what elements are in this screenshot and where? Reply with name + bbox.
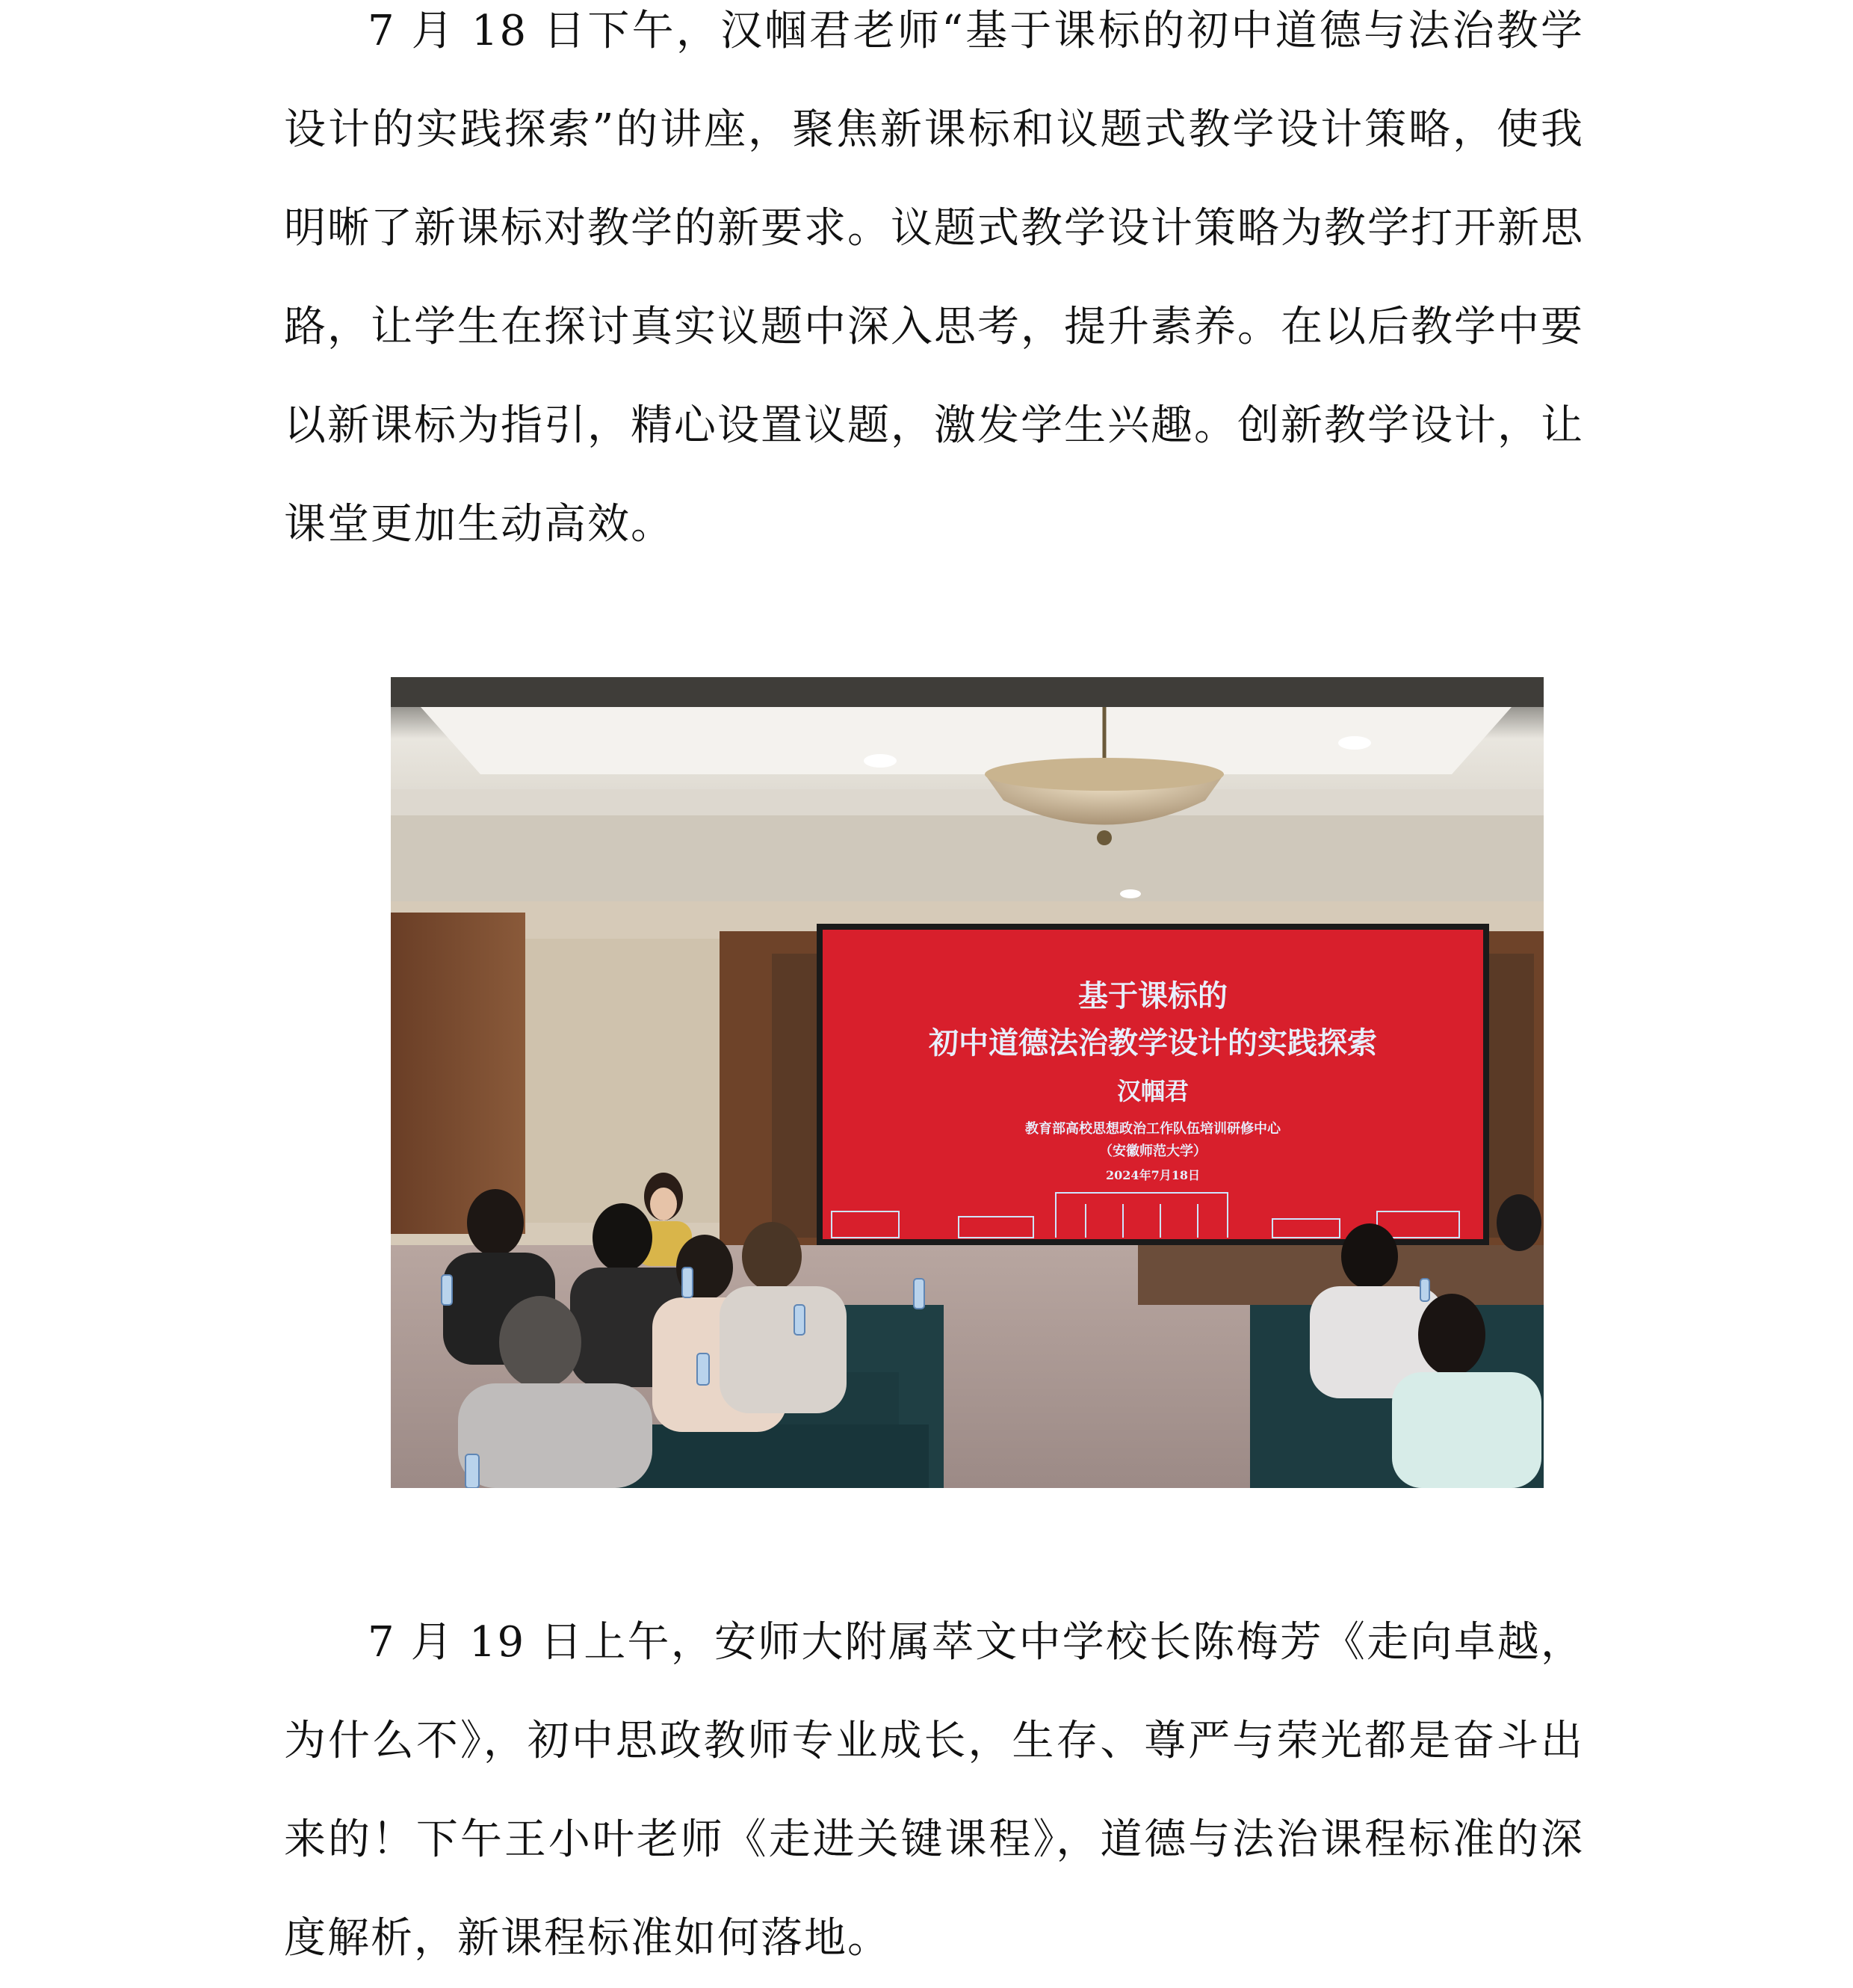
lecture-hall-photo (391, 677, 1544, 1488)
screen-title-line-1: 基于课标的 (1078, 978, 1228, 1013)
screen-speaker: 汉帼君 (1116, 1077, 1190, 1105)
screen-title-line-2: 初中道德法治教学设计的实践探索 (929, 1025, 1377, 1061)
paragraph-text: 7 月 19 日上午，安师大附属萃文中学校长陈梅芳《走向卓越，为什么不》，初中思政教师专业成长，生存、尊严与荣光都是奋斗出来的！下午王小叶老师《走进关键课程》，道德与法治课程标准的深度解析，新课程标准如何落地。 (284, 1618, 1584, 1963)
projection-screen (817, 924, 1489, 1245)
paragraph-lecture-july-19 (284, 1593, 1584, 1988)
screen-university: （安徽师范大学） (1099, 1143, 1207, 1159)
screen-date: 2024年7月18日 (1106, 1168, 1200, 1182)
screen-organization: 教育部高校思想政治工作队伍培训研修中心 (1025, 1121, 1281, 1137)
paragraph-lecture-july-18 (284, 0, 1584, 574)
paragraph-text: 7 月 18 日下午，汉帼君老师“基于课标的初中道德与法治教学设计的实践探索”的讲座，聚焦新课标和议题式教学设计策略，使我明晰了新课标对教学的新要求。议题式教学设计策略为教学打开新思路，让学生在探讨真实议题中深入思考，提升素养。在以后教学中要以新课标为指引，精心设置议题，激发学生兴趣。创新教学设计，让课堂更加生动高效。 (284, 7, 1584, 549)
